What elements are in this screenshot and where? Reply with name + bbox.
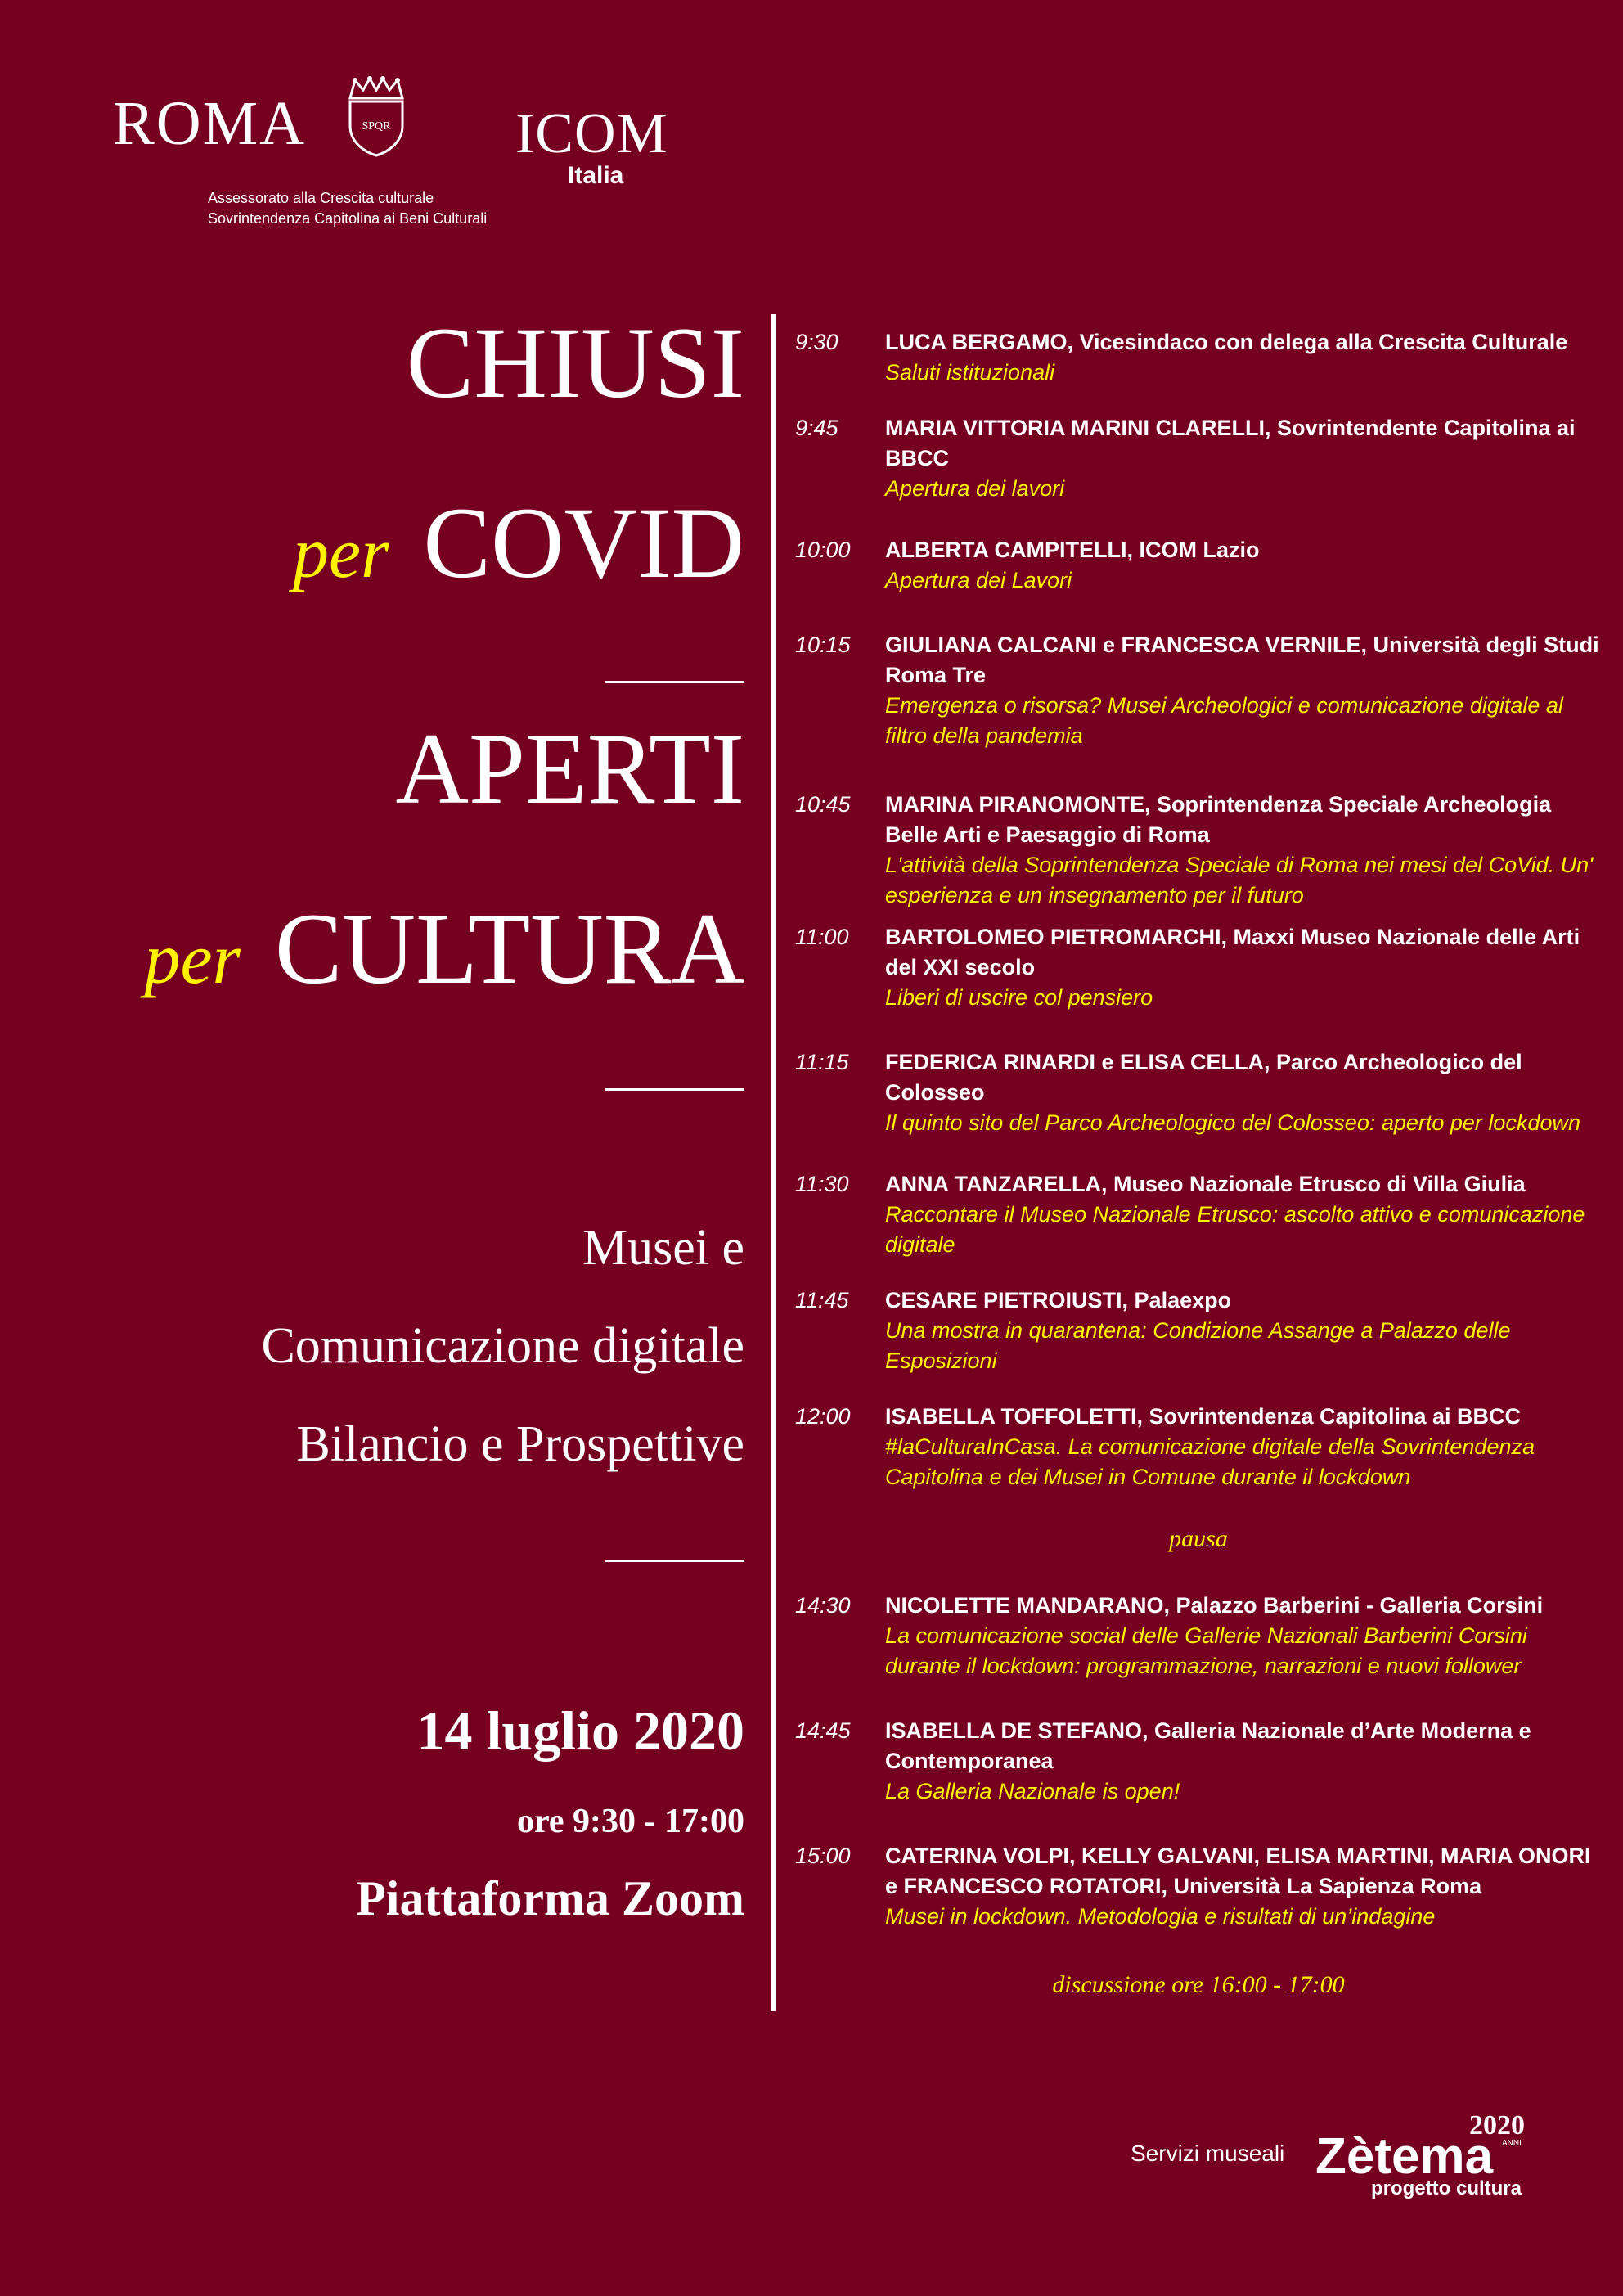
program-slot bbox=[794, 1841, 1603, 1932]
slot-talk: Musei in lockdown. Metodologia e risultati di un’indagine bbox=[885, 1904, 1436, 1929]
slot-talk: La Galleria Nazionale is open! bbox=[885, 1779, 1180, 1803]
title-chiusi: CHIUSI bbox=[406, 307, 744, 419]
event-date: 14 luglio 2020 bbox=[416, 1699, 744, 1762]
slot-talk: #laCulturaInCasa. La comunicazione digitale della Sovrintendenza Capitolina e dei Musei in Comune durante il lockdown bbox=[885, 1434, 1535, 1489]
title-per-1: per bbox=[293, 514, 389, 593]
slot-speaker: ISABELLA DE STEFANO, Galleria Nazionale d’Arte Moderna e Contemporanea bbox=[885, 1718, 1531, 1773]
discussione-label: discussione ore 16:00 - 17:00 bbox=[1052, 1971, 1345, 1998]
slot-talk: La comunicazione social delle Gallerie Nazionali Barberini Corsini durante il lockdown: programmazione, narrazioni e nuovi follower bbox=[885, 1623, 1527, 1678]
title-divider-1 bbox=[605, 681, 744, 683]
slot-speaker: ALBERTA CAMPITELLI, ICOM Lazio bbox=[885, 538, 1260, 562]
zetema-text: Zètema bbox=[1315, 2128, 1494, 2185]
title-covid: COVID bbox=[423, 487, 744, 599]
program-slot bbox=[794, 630, 1603, 751]
slot-speaker: MARINA PIRANOMONTE, Soprintendenza Speciale Archeologia Belle Arti e Paesaggio di Roma bbox=[885, 792, 1552, 847]
slot-time: 10:00 bbox=[795, 538, 851, 562]
slot-speaker: BARTOLOMEO PIETROMARCHI, Maxxi Museo Nazionale delle Arti del XXI secolo bbox=[885, 925, 1580, 979]
slot-time: 11:30 bbox=[795, 1172, 849, 1196]
program-slot bbox=[794, 922, 1603, 1013]
roma-logo-text: ROMA bbox=[113, 89, 307, 158]
program-slot bbox=[794, 790, 1603, 911]
slot-speaker: LUCA BERGAMO, Vicesindaco con delega alla Crescita Culturale bbox=[885, 330, 1568, 354]
slot-speaker: FEDERICA RINARDI e ELISA CELLA, Parco Archeologico del Colosseo bbox=[885, 1050, 1522, 1105]
slot-speaker: MARIA VITTORIA MARINI CLARELLI, Sovrintendente Capitolina ai BBCC bbox=[885, 416, 1576, 470]
slot-time: 9:45 bbox=[795, 416, 838, 440]
program-slot bbox=[794, 1716, 1603, 1807]
roma-subtitle bbox=[208, 188, 487, 229]
zetema-anni: ANNI bbox=[1502, 2139, 1522, 2148]
slot-talk: Apertura dei Lavori bbox=[885, 568, 1072, 592]
slot-talk: Raccontare il Museo Nazionale Etrusco: ascolto attivo e comunicazione digitale bbox=[885, 1202, 1585, 1257]
spqr-text: SPQR bbox=[362, 120, 391, 133]
slot-talk: Apertura dei lavori bbox=[885, 476, 1065, 501]
slot-speaker: ANNA TANZARELLA, Museo Nazionale Etrusco di Villa Giulia bbox=[885, 1172, 1526, 1196]
slot-time: 14:45 bbox=[795, 1718, 851, 1743]
slot-talk: Liberi di uscire col pensiero bbox=[885, 985, 1153, 1010]
program-slot bbox=[794, 535, 1603, 596]
column-divider bbox=[771, 314, 776, 2011]
slot-speaker: CATERINA VOLPI, KELLY GALVANI, ELISA MARTINI, MARIA ONORI e FRANCESCO ROTATORI, Università La Sapienza Roma bbox=[885, 1844, 1591, 1898]
slot-time: 15:00 bbox=[795, 1844, 851, 1868]
slot-time: 11:15 bbox=[795, 1050, 849, 1074]
program-slot bbox=[794, 1285, 1603, 1376]
slot-time: 10:15 bbox=[795, 633, 851, 657]
slot-speaker: ISABELLA TOFFOLETTI, Sovrintendenza Capitolina ai BBCC bbox=[885, 1404, 1522, 1429]
slot-talk: Una mostra in quarantena: Condizione Assange a Palazzo delle Esposizioni bbox=[885, 1318, 1511, 1373]
slot-time: 9:30 bbox=[795, 330, 838, 354]
program-slot bbox=[794, 1402, 1603, 1492]
servizi-museali-text: Servizi museali bbox=[1131, 2141, 1285, 2166]
title-cultura-line bbox=[144, 893, 744, 1005]
subtitle-line-3: Bilancio e Prospettive bbox=[296, 1416, 744, 1472]
zetema-logo bbox=[1315, 2109, 1561, 2199]
program-slot bbox=[794, 1047, 1603, 1138]
slot-speaker: NICOLETTE MANDARANO, Palazzo Barberini - Galleria Corsini bbox=[885, 1593, 1544, 1618]
program-list bbox=[794, 327, 1603, 1999]
slot-talk: L'attività della Soprintendenza Speciale di Roma nei mesi del CoVid. Un' esperienza e un insegnamento per il futuro bbox=[885, 853, 1594, 907]
subtitle-line-2: Comunicazione digitale bbox=[261, 1318, 744, 1374]
slot-time: 10:45 bbox=[795, 792, 851, 817]
slot-time: 12:00 bbox=[795, 1404, 851, 1429]
icom-subtitle: Italia bbox=[568, 162, 624, 189]
roma-subtitle-line-1: Assessorato alla Crescita culturale bbox=[208, 190, 434, 206]
roma-subtitle-line-2: Sovrintendenza Capitolina ai Beni Culturali bbox=[208, 210, 488, 227]
program-slot bbox=[794, 327, 1603, 388]
slot-talk: Il quinto sito del Parco Archeologico del Colosseo: aperto per lockdown bbox=[885, 1110, 1580, 1135]
program-slot bbox=[794, 413, 1603, 504]
title-aperti: APERTI bbox=[395, 713, 744, 825]
slot-time: 14:30 bbox=[795, 1593, 851, 1618]
program-slot bbox=[794, 1169, 1603, 1260]
icom-logo-text: ICOM bbox=[515, 102, 668, 165]
title-covid-line bbox=[293, 487, 744, 599]
title-cultura: CULTURA bbox=[274, 893, 744, 1005]
zetema-subtitle: progetto cultura bbox=[1371, 2177, 1522, 2199]
subtitle-line-1: Musei e bbox=[582, 1220, 744, 1276]
title-divider-2 bbox=[605, 1088, 744, 1091]
slot-talk: Saluti istituzionali bbox=[885, 360, 1055, 385]
slot-time: 11:45 bbox=[795, 1288, 849, 1312]
subtitle-divider bbox=[605, 1560, 744, 1562]
slot-speaker: GIULIANA CALCANI e FRANCESCA VERNILE, Università degli Studi Roma Tre bbox=[885, 633, 1599, 687]
slot-talk: Emergenza o risorsa? Musei Archeologici e comunicazione digitale al filtro della pandemia bbox=[885, 693, 1563, 748]
pausa-label: pausa bbox=[1169, 1525, 1228, 1552]
zetema-year: 2020 bbox=[1469, 2110, 1525, 2141]
slot-time: 11:00 bbox=[795, 925, 849, 949]
event-platform: Piattaforma Zoom bbox=[356, 1871, 744, 1925]
roma-crest-icon bbox=[345, 75, 407, 157]
title-per-2: per bbox=[144, 920, 241, 999]
slot-speaker: CESARE PIETROIUSTI, Palaexpo bbox=[885, 1288, 1232, 1312]
program-slot bbox=[794, 1591, 1603, 1681]
event-hours: ore 9:30 - 17:00 bbox=[517, 1803, 744, 1840]
